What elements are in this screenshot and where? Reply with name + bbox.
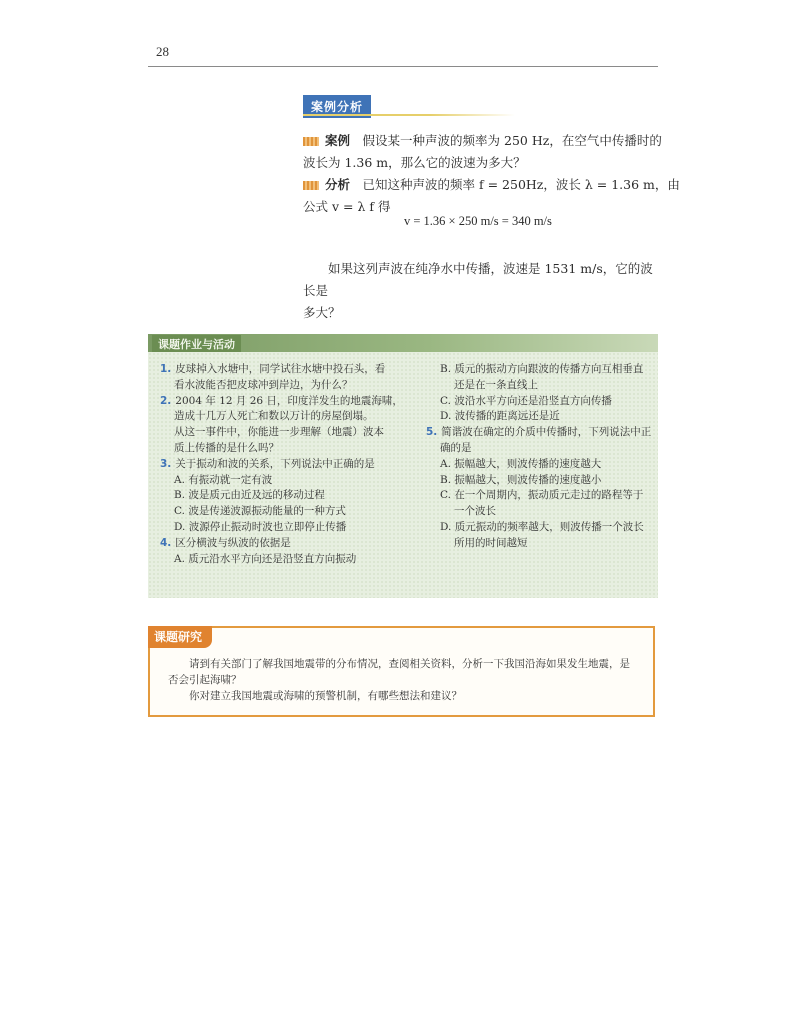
case-line-1 [303,130,663,152]
option-continuation: 还是在一条直线上 [454,378,538,391]
question-item [426,425,654,441]
question-item [160,394,405,410]
question-number: 4. [160,536,172,549]
question-text: 区分横波与纵波的依据是 [175,536,291,549]
question-item [160,362,405,378]
case-analysis-underline [303,114,515,116]
research-line-3: 你对建立我国地震或海啸的预警机制，有哪些想法和建议？ [189,690,462,702]
question-continuation: 质上传播的是什么吗？ [174,441,279,454]
research-tag: 课题研究 [148,626,212,648]
question-continuation: 从这一事件中，你能进一步理解（地震）波本 [174,426,384,439]
question-item [160,536,405,552]
question-line-1: 如果这列声波在纯净水中传播，波速是 1531 m/s，它的波长是 [303,261,653,298]
question-line-2: 多大？ [303,305,341,320]
question-text: 2004 年 12 月 26 日，印度洋发生的地震海啸， [175,394,403,407]
case-label: 案例 [325,133,351,148]
question-text: 简谐波在确定的介质中传播时，下列说法中正 [441,426,652,439]
question-continuation: 看水波能否把皮球冲到岸边，为什么？ [174,378,353,391]
case-text-2: 波长为 1.36 m，那么它的波速为多大？ [303,155,526,170]
case-analysis-tag: 案例分析 [303,95,371,118]
case-text-1: 假设某一种声波的频率为 250 Hz，在空气中传播时的 [362,133,662,148]
answer-option: D. 波传播的距离远还是近 [440,410,560,423]
answer-option: B. 振幅越大，则波传播的速度越小 [440,473,602,486]
option-continuation: 一个波长 [454,505,496,518]
answer-option: A. 质元沿水平方向还是沿竖直方向振动 [174,552,357,565]
question-number: 3. [160,457,172,470]
analysis-text-1: 已知这种声波的频率 f = 250Hz，波长 λ = 1.36 m，由 [362,177,680,192]
question-number: 1. [160,363,172,375]
answer-option: B. 质元的振动方向跟波的传播方向互相垂直 [440,363,644,375]
question-number: 5. [426,426,438,439]
question-number: 2. [160,394,172,407]
research-line-1: 请到有关部门了解我国地震带的分布情况，查阅相关资料，分析一下我国沿海如果发生地震，是 [189,658,630,670]
case-block [303,130,680,218]
answer-option: D. 质元振动的频率越大，则波传播一个波长 [440,520,644,533]
question-continuation: 确的是 [440,441,472,454]
answer-option: C. 波沿水平方向还是沿竖直方向传播 [440,394,612,407]
research-text [168,656,648,704]
answer-option: A. 有振动就一定有波 [174,473,273,486]
answer-option: C. 波是传递波源振动能量的一种方式 [174,505,346,518]
question-item [160,457,405,473]
case-marker-icon [303,137,319,146]
header-divider [148,66,658,67]
analysis-marker-icon [303,181,319,190]
question-block [303,258,663,324]
answer-option: C. 在一个周期内，振动质元走过的路程等于 [440,489,644,502]
question-text: 皮球掉入水塘中，同学试往水塘中投石头，看 [175,363,386,375]
homework-right-column [426,362,654,552]
analysis-label: 分析 [325,177,351,192]
question-text: 关于振动和波的关系，下列说法中正确的是 [175,457,375,470]
formula: v = 1.36 × 250 m/s = 340 m/s [404,214,552,228]
answer-option: A. 振幅越大，则波传播的速度越大 [440,457,602,470]
answer-option: D. 波源停止振动时波也立即停止传播 [174,520,347,533]
answer-option: B. 波是质元由近及远的移动过程 [174,489,325,502]
option-continuation: 所用的时间越短 [454,536,528,549]
analysis-text-2: 公式 v = λ f 得 [303,199,391,214]
homework-tag: 课题作业与活动 [152,335,241,353]
page-number: 28 [156,44,169,59]
question-continuation: 造成十几万人死亡和数以万计的房屋倒塌。 [174,410,374,423]
analysis-line-1 [303,174,680,196]
research-line-2: 否会引起海啸？ [168,674,242,686]
homework-left-column [160,362,405,567]
